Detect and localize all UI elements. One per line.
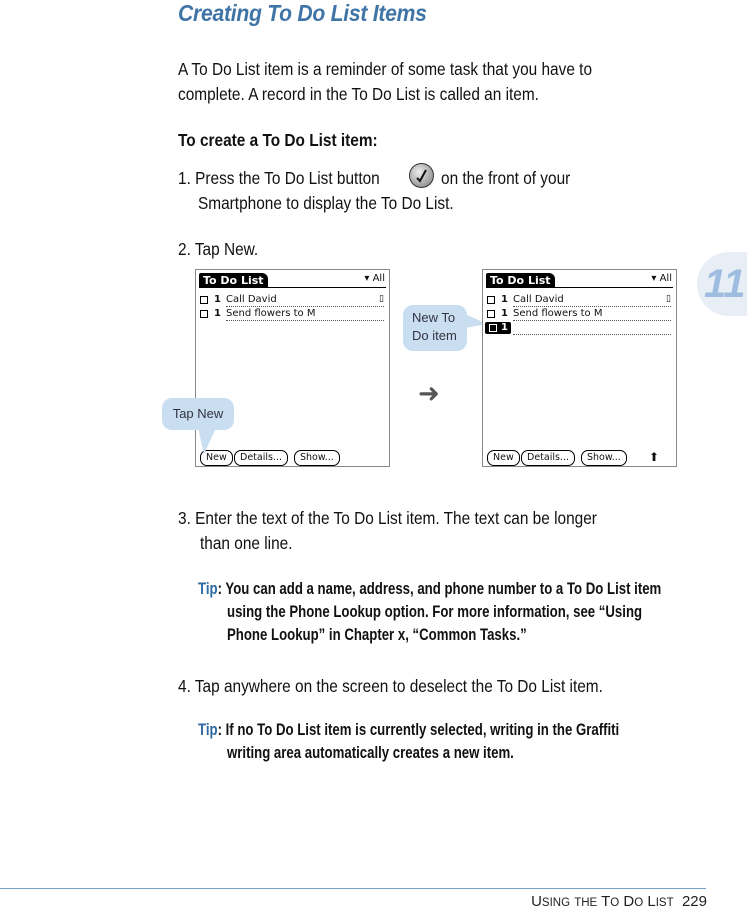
new-list-item[interactable]: 1: [487, 322, 673, 335]
new-item-callout: New To Do item: [403, 305, 467, 351]
new-button[interactable]: New: [200, 450, 233, 466]
intro-line-1: A To Do List item is a reminder of some task that you have to: [178, 59, 593, 79]
note-icon: ▯: [666, 294, 671, 304]
page-title: Creating To Do List Items: [178, 0, 427, 26]
checkbox[interactable]: [200, 296, 208, 304]
checkbox[interactable]: [489, 324, 497, 332]
list-item[interactable]: 1 Call David ▯: [200, 294, 386, 307]
step-4: 4. Tap anywhere on the screen to deselect the To Do List item.: [178, 676, 603, 696]
tip-2-line-2: writing area automatically creates a new item.: [227, 744, 514, 762]
show-button[interactable]: Show...: [294, 450, 340, 466]
arrow-right-icon: ➜: [418, 378, 440, 408]
checkbox[interactable]: [487, 296, 495, 304]
details-button[interactable]: Details...: [521, 450, 575, 466]
list-item[interactable]: 1 Send flowers to M: [487, 308, 673, 321]
callout-pointer: [196, 428, 218, 454]
intro-line-2: complete. A record in the To Do List is called an item.: [178, 84, 539, 104]
step-3-line-1: 3. Enter the text of the To Do List item. The text can be longer: [178, 508, 597, 528]
chapter-number: 11: [704, 262, 746, 306]
show-button[interactable]: Show...: [581, 450, 627, 466]
list-item[interactable]: 1 Call David ▯: [487, 294, 673, 307]
tip-1: Tip: You can add a name, address, and phone number to a To Do List item: [198, 580, 662, 598]
page-number: 229: [681, 893, 707, 910]
step-2: 2. Tap New.: [178, 239, 259, 259]
footer-rule: [0, 888, 706, 889]
category-select[interactable]: ▾ All: [651, 273, 672, 284]
tip-2: Tip: If no To Do List item is currently selected, writing in the Graffiti: [198, 721, 620, 739]
screen-title: To Do List: [199, 273, 268, 288]
subheading: To create a To Do List item:: [178, 130, 378, 150]
todo-screen-after: [482, 269, 677, 467]
category-select[interactable]: ▾ All: [364, 273, 385, 284]
step-1-line-1a: 1. Press the To Do List button: [178, 168, 380, 188]
list-item[interactable]: 1 Send flowers to M: [200, 308, 386, 321]
screen-title: To Do List: [486, 273, 555, 288]
details-button[interactable]: Details...: [234, 450, 288, 466]
step-1-line-2: Smartphone to display the To Do List.: [198, 193, 454, 213]
checkbox[interactable]: [200, 310, 208, 318]
todo-screen-before: [195, 269, 390, 467]
new-button[interactable]: New: [487, 450, 520, 466]
page-footer: USING THE TO DO LIST 229: [531, 893, 707, 910]
scroll-up-icon[interactable]: ⬆: [649, 450, 660, 464]
step-1-line-1b: on the front of your: [441, 168, 571, 188]
note-icon: ▯: [379, 294, 384, 304]
tip-1-line-3: Phone Lookup” in Chapter x, “Common Tasks.”: [227, 626, 527, 644]
step-3-line-2: than one line.: [200, 533, 293, 553]
tip-1-line-2: using the Phone Lookup option. For more information, see “Using: [227, 603, 643, 621]
tap-new-callout: Tap New: [162, 398, 234, 430]
todo-button-icon: [409, 163, 434, 188]
checkbox[interactable]: [487, 310, 495, 318]
